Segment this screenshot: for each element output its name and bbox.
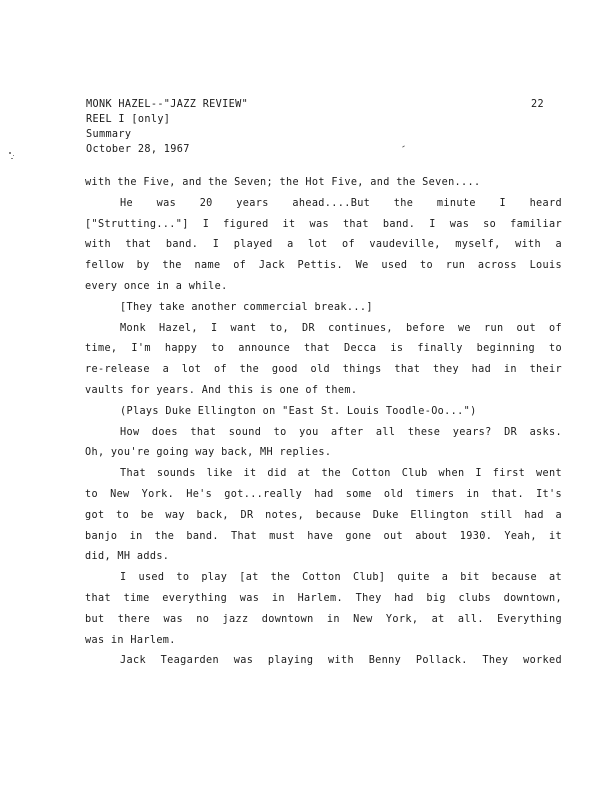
text-line: I used to play [at the Cotton Club] quite a bit because at [120,572,562,584]
text-line: did, MH adds. [85,551,170,563]
text-line: vaults for years. And this is one of them. [85,384,358,396]
text-line: That sounds like it did at the Cotton Club when I first went [120,468,562,480]
text-line: that time everything was in Harlem. They had big clubs downtown, [85,592,562,604]
text-line: [They take another commercial break...] [120,301,373,313]
header-reel: REEL I [only] [86,114,171,125]
text-line: but there was no jazz downtown in New York, at all. Everything [85,613,562,625]
header-date: October 28, 1967 [86,144,190,155]
page-number: 22 [531,99,544,110]
text-line: He was 20 years ahead....But the minute I heard [120,197,562,209]
header-summary: Summary [86,129,132,140]
text-line: was in Harlem. [85,634,176,646]
document-header [86,97,248,157]
text-line: (Plays Duke Ellington on "East St. Louis Toodle-Oo...") [120,405,477,417]
text-line: every once in a while. [85,280,228,292]
text-line: time, I'm happy to announce that Decca is finally beginning to [85,343,562,355]
text-line: banjo in the band. That must have gone out about 1930. Yeah, it [85,530,562,542]
text-line: Jack Teagarden was playing with Benny Pollack. They worked [120,655,562,667]
text-line: Monk Hazel, I want to, DR continues, before we run out of [120,322,562,334]
header-title: MONK HAZEL--"JAZZ REVIEW" [86,99,249,110]
text-line: re-release a lot of the good old things that they had in their [85,364,562,376]
text-line: Oh, you're going way back, MH replies. [85,447,332,459]
text-line: with the Five, and the Seven; the Hot Five, and the Seven.... [85,177,481,188]
text-line: How does that sound to you after all these years? DR asks. [120,426,562,438]
text-line: fellow by the name of Jack Pettis. We used to run across Louis [85,260,562,272]
body-text [85,173,562,672]
text-line: ["Strutting..."] I figured it was that band. I was so familiar [85,218,562,230]
text-line: to New York. He's got...really had some old timers in that. It's [85,488,562,500]
text-line: got to be way back, DR notes, because Duke Ellington still had a [85,509,562,521]
text-line: with that band. I played a lot of vaudeville, myself, with a [85,239,562,251]
